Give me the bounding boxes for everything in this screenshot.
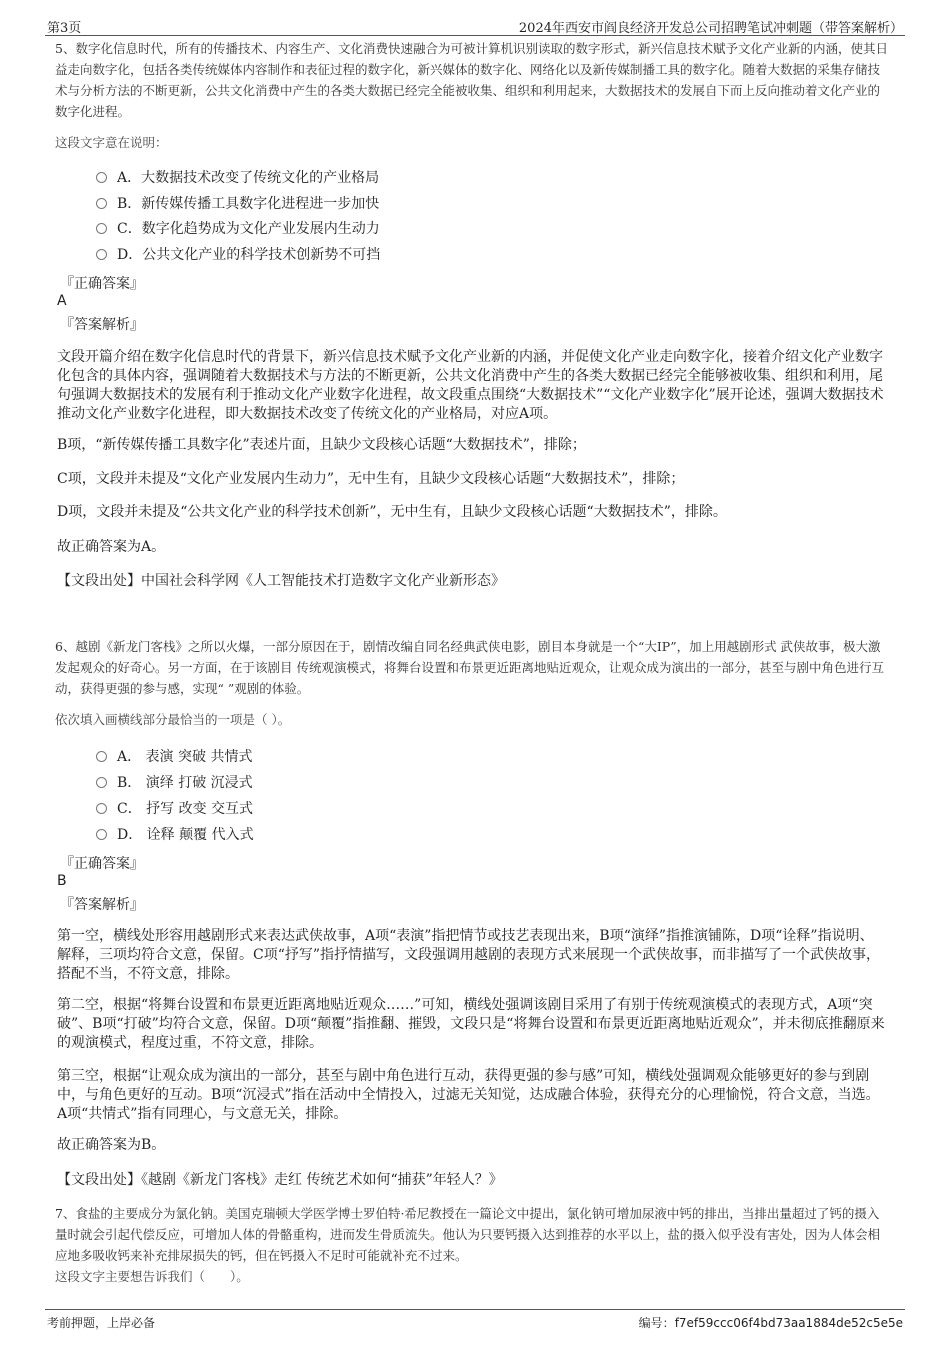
- radio-icon[interactable]: [96, 829, 107, 840]
- q5-answer: A: [57, 293, 67, 309]
- page-number: 第3页: [47, 21, 82, 36]
- q5-analysis-2: B项，“新传媒传播工具数字化”表述片面，且缺少文段核心话题“大数据技术”，排除；: [57, 437, 586, 453]
- q6-option-b[interactable]: B． 演绎 打破 沉浸式: [96, 773, 253, 793]
- radio-icon[interactable]: [96, 751, 107, 762]
- q5-analysis-1: 文段开篇介绍在数字化信息时代的背景下，新兴信息技术赋予文化产业新的内涵，并促使文化产业走向数字化，接着介绍文化产业数字化包含的具体内容，强调随着大数据技术与方法的不断更新，公共文化消费中产生的各类大数据已经完全能够被收集、组织和利用，尾句强调大数据技术的发展有利于推动文化产业数字化进程，故文段重点围绕“大数据技术”“文化产业数字化”展开论述，强调大数据技术推动文化产业数字化进程，即大数据技术改变了传统文化的产业格局，对应A项。: [57, 349, 884, 422]
- q6-analysis-2: 第二空，根据“将舞台设置和布景更近距离地贴近观众……”可知，横线处强调该剧目采用了有别于传统观演模式的表现方式，A项“突破”、B项“打破”均符合文意，保留。D项“颠覆”指推翻、摧毁，文段只是“将舞台设置和布景更近距离地贴近观众”，并未彻底推翻原来的观演模式，程度过重，不符文意，排除。: [57, 997, 885, 1051]
- radio-icon[interactable]: [96, 249, 107, 260]
- radio-icon[interactable]: [96, 803, 107, 814]
- q5-source: 【文段出处】中国社会科学网《人工智能技术打造数字文化产业新形态》: [57, 573, 505, 589]
- radio-icon[interactable]: [96, 777, 107, 788]
- q6-option-a[interactable]: A． 表演 突破 共情式: [96, 747, 252, 767]
- q6-analysis-4: 故正确答案为B。: [57, 1137, 166, 1153]
- header-divider: [45, 35, 905, 36]
- document-title: 2024年西安市阎良经济开发总公司招聘笔试冲刺题（带答案解析）: [518, 21, 903, 36]
- q6-option-c[interactable]: C． 抒写 改变 交互式: [96, 799, 253, 819]
- q6-source: 【文段出处】《越剧《新龙门客栈》走红 传统艺术如何“捕获”年轻人？》: [57, 1172, 503, 1188]
- q6-prompt: 依次填入画横线部分最恰当的一项是（ ）。: [55, 712, 291, 727]
- q5-analysis-label: 『答案解析』: [60, 317, 144, 333]
- q5-analysis-3: C项，文段并未提及“文化产业发展内生动力”，无中生有，且缺少文段核心话题“大数据技术”，排除；: [57, 471, 685, 487]
- q5-analysis-5: 故正确答案为A。: [57, 539, 166, 555]
- radio-icon[interactable]: [96, 198, 107, 209]
- footer-divider: [45, 1309, 905, 1310]
- radio-icon[interactable]: [96, 172, 107, 183]
- q6-passage: 6、越剧《新龙门客栈》之所以火爆，一部分原因在于，剧情改编自同名经典武侠电影，剧目本身就是一个“大IP”，加上用越剧形式 武侠故事，极大激发起观众的好奇心。另一方面，在于该剧目 传统观演模式，将舞台设置和布景更近距离地贴近观众，让观众成为演出的一部分，甚至与剧中角色进行互动，获得更强的参与感，实现“ ”观剧的体验。: [55, 639, 884, 696]
- q6-answer: B: [57, 873, 67, 889]
- q5-option-a[interactable]: A．大数据技术改变了传统文化的产业格局: [96, 168, 379, 188]
- q7-prompt: 这段文字主要想告诉我们（ ）。: [55, 1269, 249, 1284]
- q6-analysis-3: 第三空，根据“让观众成为演出的一部分，甚至与剧中角色进行互动，获得更强的参与感”可知，横线处强调观众能够更好的参与到剧中，与角色更好的互动。B项“沉浸式”指在活动中全情投入，过滤无关知觉，达成融合体验，获得充分的心理愉悦，符合文意，当选。A项“共情式”指有同理心，与文意无关，排除。: [57, 1068, 880, 1122]
- q5-passage: 5、数字化信息时代，所有的传播技术、内容生产、文化消费快速融合为可被计算机识别读取的数字形式，新兴信息技术赋予文化产业新的内涵，使其日益走向数字化，包括各类传统媒体内容制作和表征过程的数字化，新兴媒体的数字化、网络化以及新传媒制播工具的数字化。随着大数据的采集存储技术与分析方法的不断更新，公共文化消费中产生的各类大数据已经完全能被收集、组织和利用起来，大数据技术的发展自下而上反向推动着文化产业的数字化进程。: [55, 41, 888, 119]
- q5-option-b[interactable]: B．新传媒传播工具数字化进程进一步加快: [96, 194, 379, 214]
- q6-analysis-label: 『答案解析』: [60, 897, 144, 913]
- radio-icon[interactable]: [96, 223, 107, 234]
- document-id: 编号：f7ef59ccc06f4bd73aa1884de52c5e5e: [638, 1316, 903, 1330]
- q5-answer-label: 『正确答案』: [60, 276, 144, 292]
- q5-option-d[interactable]: D．公共文化产业的科学技术创新势不可挡: [96, 245, 380, 265]
- q5-prompt: 这段文字意在说明：: [55, 135, 168, 150]
- q5-option-c[interactable]: C．数字化趋势成为文化产业发展内生动力: [96, 219, 380, 239]
- q6-analysis-1: 第一空，横线处形容用越剧形式来表达武侠故事，A项“表演”指把情节或技艺表现出来，B项“演绎”指推演铺陈，D项“诠释”指说明、解释，三项均符合文意，保留。C项“抒写”指抒情描写，文段强调用越剧的表现方式来展现一个武侠故事，而非描写了一个武侠故事，搭配不当，不符文意，排除。: [57, 928, 881, 982]
- q5-analysis-4: D项，文段并未提及“公共文化产业的科学技术创新”，无中生有，且缺少文段核心话题“大数据技术”，排除。: [57, 504, 727, 520]
- footer-slogan: 考前押题，上岸必备: [47, 1316, 156, 1330]
- q6-answer-label: 『正确答案』: [60, 856, 144, 872]
- q7-passage: 7、食盐的主要成分为氯化钠。美国克瑞顿大学医学博士罗伯特·希尼教授在一篇论文中提出，氯化钠可增加尿液中钙的排出，当排出量超过了钙的摄入量时就会引起代偿反应，可增加人体的骨骼重构，进而发生骨质流失。他认为只要钙摄入达到推荐的水平以上，盐的摄入似乎没有害处，因为人体会相应地多吸收钙来补充排尿损失的钙，但在钙摄入不足时可能就补充不过来。: [55, 1206, 881, 1263]
- q6-option-d[interactable]: D． 诠释 颠覆 代入式: [96, 825, 254, 845]
